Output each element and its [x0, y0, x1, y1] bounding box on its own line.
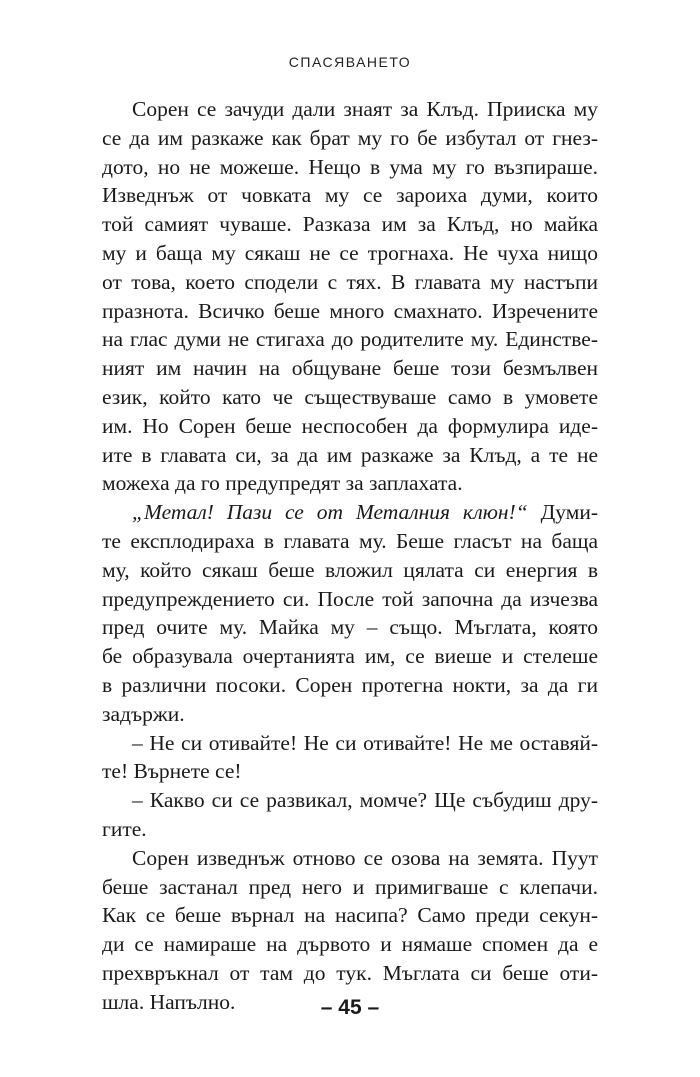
text-line: език, който като че съществуваше само в умовете	[102, 384, 598, 409]
body-text	[102, 95, 598, 1017]
dialogue-line: – Не си отивайте! Не си отивайте! Не ме оставяй-	[132, 730, 598, 755]
text-fragment: Думи-	[527, 500, 598, 525]
text-line: ди се намираше на дървото и нямаше спомен да е	[102, 932, 598, 957]
text-line: можеха да го предупредят за заплахата.	[102, 471, 463, 496]
text-line: задържи.	[102, 701, 185, 726]
text-line: се да им разкаже как брат му го бе избутал от гнез-	[102, 125, 598, 150]
text-line: прехвръкнал от там до тук. Мъглата си беше оти-	[102, 960, 598, 985]
text-line: му и баща му сякаш не се трогнаха. Не чуха нищо	[102, 240, 598, 265]
text-line: Сорен изведнъж отново се озова на земята. Пуут	[132, 845, 598, 870]
text-line: от това, което сподели с тях. В главата му настъпи	[102, 269, 598, 294]
text-line: шла. Напълно.	[102, 989, 236, 1014]
text-line: в различни посоки. Сорен протегна нокти, за да ги	[102, 672, 598, 697]
text-line: бе образувала очертанията им, се виеше и стелеше	[102, 644, 598, 669]
running-head: СПАСЯВАНЕТО	[288, 54, 412, 70]
text-line: на глас думи не стигаха до родителите му. Единстве-	[102, 327, 598, 352]
dialogue-line: – Какво си се развикал, момче? Ще събудиш дру-	[132, 788, 598, 813]
text-line: ите в главата си, за да им разкаже за Клъд, а те не	[102, 442, 598, 467]
text-line: беше застанал пред него и примигваше с клепачи.	[102, 874, 598, 899]
text-line: пред очите му. Майка му – също. Мъглата, която	[102, 615, 598, 640]
text-line: гите.	[102, 816, 147, 841]
text-line: те експлодираха в главата му. Беше гласът на баща	[102, 528, 598, 553]
text-line: ният им начин на общуване беше този безмълвен	[102, 356, 598, 381]
text-line: празнота. Всичко беше много смахнато. Изречените	[102, 298, 598, 323]
text-line: предупреждението си. После той започна да изчезва	[102, 586, 598, 611]
text-line: му, който сякаш беше вложил цялата си енергия в	[102, 557, 598, 582]
page-number: – 45 –	[320, 996, 380, 1019]
text-line: Как се беше върнал на насипа? Само преди секун-	[102, 903, 598, 928]
text-line: Изведнъж от човката му се зароиха думи, които	[102, 183, 598, 208]
text-line: дото, но не можеше. Нещо в ума му го възпираше.	[102, 154, 598, 179]
text-line-mixed	[102, 498, 598, 527]
italic-quote: „Метал! Пази се от Металния клюн!“	[132, 500, 528, 525]
text-line: той самият чуваше. Разказа им за Клъд, но майка	[102, 212, 598, 237]
text-line: те! Върнете се!	[102, 759, 242, 784]
text-line: им. Но Сорен беше неспособен да формулира иде-	[102, 413, 598, 438]
text-line: Сорен се зачуди дали знаят за Клъд. Прииска му	[132, 97, 598, 121]
